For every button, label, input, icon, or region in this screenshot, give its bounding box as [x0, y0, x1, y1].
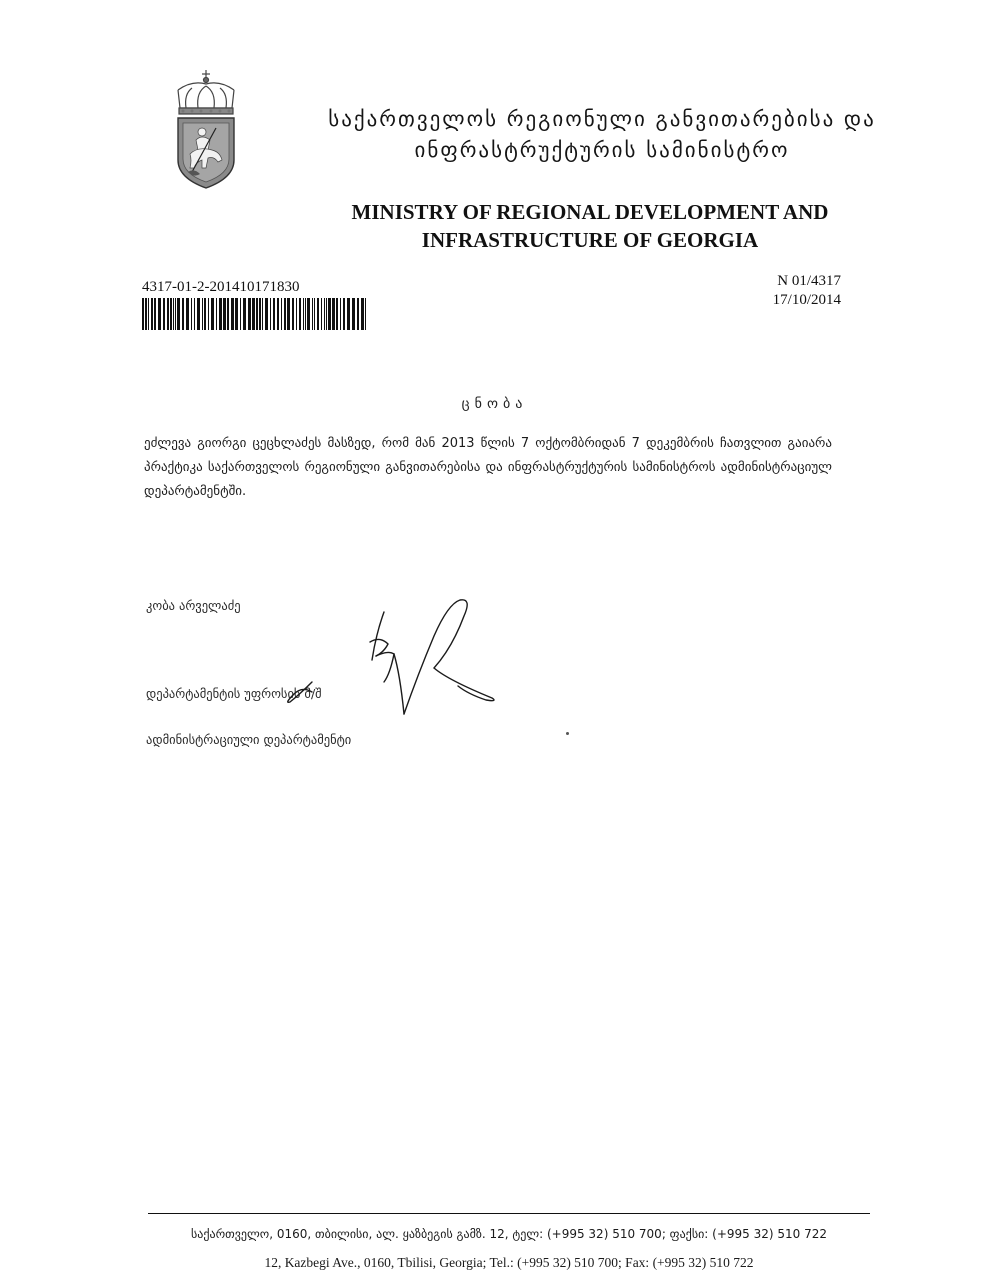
barcode-bar [191, 298, 192, 330]
barcode-bar [216, 298, 217, 330]
barcode-bar [287, 298, 290, 330]
barcode-bar [284, 298, 286, 330]
barcode-bar [296, 298, 297, 330]
signer-position: დეპარტამენტის უფროსის მ/შ [146, 686, 322, 701]
barcode-bar [314, 298, 315, 330]
barcode-bar [173, 298, 174, 330]
barcode-bar [186, 298, 189, 330]
barcode-bar [317, 298, 319, 330]
barcode-bar [332, 298, 335, 330]
barcode-bar [194, 298, 195, 330]
ministry-name-english-line-1: MINISTRY OF REGIONAL DEVELOPMENT AND [351, 200, 829, 224]
barcode-bar [170, 298, 172, 330]
barcode-bar [243, 298, 246, 330]
barcode-bar [231, 298, 234, 330]
barcode-bar [211, 298, 214, 330]
georgia-coat-of-arms-icon [172, 68, 240, 192]
barcode-bar [324, 298, 325, 330]
barcode-bar [305, 298, 306, 330]
barcode-bar [292, 298, 294, 330]
barcode-bar [145, 298, 147, 330]
barcode-bar [259, 298, 261, 330]
barcode-bar [326, 298, 327, 330]
barcode-bar [197, 298, 200, 330]
footer-address-english: 12, Kazbegi Ave., 0160, Tbilisi, Georgia; Tel.: (+995 32) 510 700; Fax: (+995 32) 510 722 [264, 1255, 754, 1270]
document-body: ეძლევა გიორგი ცეცხლაძეს მასზედ, რომ მან 2013 წლის 7 ოქტომბრიდან 7 დეკემბრის ჩათვლით გაიარა პრაქტიკა საქართველოს რეგიონული განვითარებისა და ინფრასტრუქტურის სამინისტროს ადმინისტრაციულ დეპარტამენტში. [144, 436, 832, 499]
barcode-bar [182, 298, 184, 330]
barcode-bar [151, 298, 153, 330]
barcode-bar [219, 298, 222, 330]
barcode-bar [303, 298, 304, 330]
document-title: ცნობა [461, 396, 528, 412]
barcode-bar [270, 298, 271, 330]
barcode-bar [365, 298, 366, 330]
barcode-bar [204, 298, 206, 330]
barcode-bar [256, 298, 258, 330]
barcode-bar [227, 298, 229, 330]
barcode-bar [235, 298, 238, 330]
ministry-name-georgian-line-2: ინფრასტრუქტურის სამინისტრო [414, 138, 790, 162]
footer-divider [148, 1213, 870, 1214]
barcode-bar [223, 298, 226, 330]
barcode-bar [307, 298, 310, 330]
barcode-bar [299, 298, 301, 330]
barcode-bar [240, 298, 241, 330]
handwritten-signature [272, 590, 512, 730]
barcode-bar [148, 298, 149, 330]
barcode-bar [357, 298, 359, 330]
barcode-bar [273, 298, 275, 330]
ministry-name-georgian [322, 104, 882, 166]
barcode-bar [347, 298, 350, 330]
barcode-bar [352, 298, 355, 330]
registration-number: N 01/4317 [777, 273, 841, 289]
barcode-bar [158, 298, 161, 330]
ministry-name-georgian-line-1: საქართველოს რეგიონული განვითარებისა და [328, 107, 876, 131]
registration-date: 17/10/2014 [772, 292, 841, 308]
barcode-bar [252, 298, 255, 330]
document-code: 4317-01-2-201410171830 [142, 279, 300, 295]
barcode-bar [154, 298, 156, 330]
ministry-name-english-line-2: INFRASTRUCTURE OF GEORGIA [421, 228, 759, 252]
barcode-bar [248, 298, 251, 330]
barcode-bar [177, 298, 180, 330]
scan-speck [566, 732, 569, 735]
barcode-bar [142, 298, 144, 330]
barcode-bar [281, 298, 282, 330]
barcode-bar [321, 298, 322, 330]
barcode-bar [202, 298, 203, 330]
barcode-bar [343, 298, 345, 330]
barcode-bar [167, 298, 169, 330]
barcode-bar [262, 298, 263, 330]
barcode-bar [265, 298, 268, 330]
barcode-bar [328, 298, 331, 330]
barcode-bar [361, 298, 364, 330]
barcode-bar [312, 298, 313, 330]
ministry-name-english [320, 198, 860, 254]
signer-name: კობა არველაძე [146, 598, 241, 613]
barcode-bar [336, 298, 338, 330]
barcode-bar [175, 298, 176, 330]
footer-address-georgian: საქართველო, 0160, თბილისი, ალ. ყაზბეგის გამზ. 12, ტელ: (+995 32) 510 700; ფაქსი: (+995 32) 510 722 [191, 1227, 827, 1241]
barcode-bar [340, 298, 341, 330]
barcode-bar [277, 298, 279, 330]
barcode-bar [208, 298, 209, 330]
barcode [142, 298, 370, 330]
barcode-bar [163, 298, 165, 330]
signer-department: ადმინისტრაციული დეპარტამენტი [146, 732, 352, 747]
